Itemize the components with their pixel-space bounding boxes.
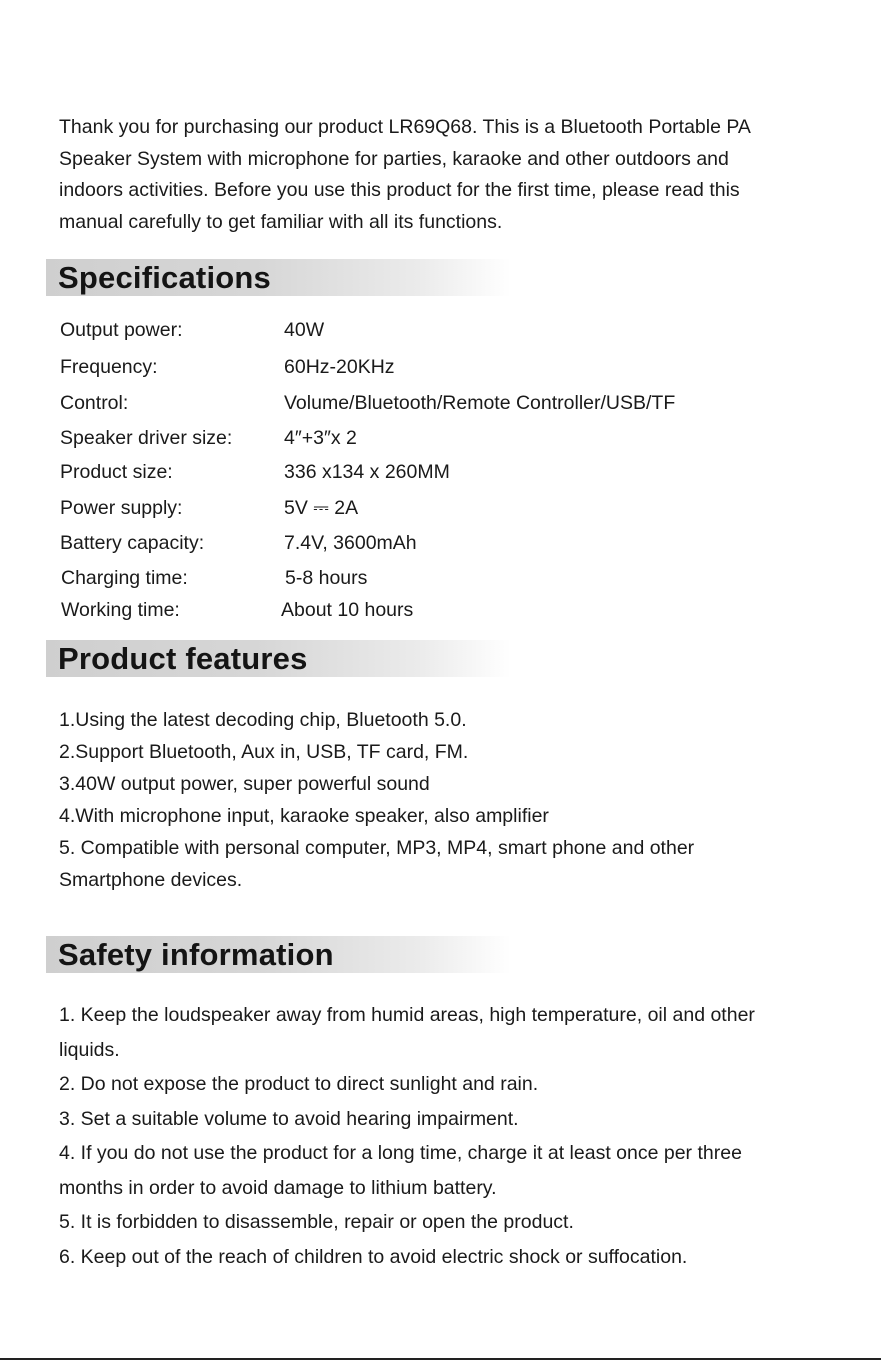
spec-label: Working time: xyxy=(61,599,180,621)
spec-value: 5V ⎓ 2A xyxy=(284,497,359,519)
intro-line: indoors activities. Before you use this product for the first time, please read this xyxy=(59,179,740,201)
spec-value: 4″+3″x 2 xyxy=(284,427,357,449)
spec-value: 60Hz-20KHz xyxy=(284,356,395,378)
spec-label: Speaker driver size: xyxy=(60,427,233,449)
spec-value: 7.4V, 3600mAh xyxy=(284,532,417,554)
intro-line: Speaker System with microphone for parties, karaoke and other outdoors and xyxy=(59,147,729,170)
spec-value: 40W xyxy=(284,319,325,341)
spec-label: Product size: xyxy=(60,461,173,483)
feature-item: 4.With microphone input, karaoke speaker, also amplifier xyxy=(59,805,549,827)
spec-value: 336 x134 x 260MM xyxy=(284,461,450,483)
safety-information-title: Safety information xyxy=(58,937,334,972)
feature-item: 3.40W output power, super powerful sound xyxy=(59,773,430,795)
specifications-title: Specifications xyxy=(58,260,271,295)
spec-label: Output power: xyxy=(60,319,183,341)
product-features-header xyxy=(46,640,511,677)
specifications-header xyxy=(46,259,511,296)
page-bottom-rule xyxy=(0,1358,881,1360)
spec-value: About 10 hours xyxy=(281,599,414,621)
safety-item: 1. Keep the loudspeaker away from humid areas, high temperature, oil and other xyxy=(59,1004,755,1026)
feature-item: 2.Support Bluetooth, Aux in, USB, TF card, FM. xyxy=(59,741,469,763)
spec-label: Battery capacity: xyxy=(60,532,205,554)
safety-item: 4. If you do not use the product for a long time, charge it at least once per three xyxy=(59,1142,742,1164)
feature-item: 5. Compatible with personal computer, MP3, MP4, smart phone and other xyxy=(59,837,695,859)
intro-line: manual carefully to get familiar with all its functions. xyxy=(59,210,503,233)
safety-information-list xyxy=(59,998,849,1274)
intro-paragraph xyxy=(59,112,849,238)
safety-item: 3. Set a suitable volume to avoid hearing impairment. xyxy=(59,1107,519,1130)
spec-label: Frequency: xyxy=(60,356,158,378)
safety-item: 6. Keep out of the reach of children to avoid electric shock or suffocation. xyxy=(59,1245,688,1268)
spec-value: 5-8 hours xyxy=(285,567,368,589)
product-features-title: Product features xyxy=(58,641,308,676)
safety-item: months in order to avoid damage to lithium battery. xyxy=(59,1176,497,1199)
spec-label: Charging time: xyxy=(61,567,188,589)
feature-item: Smartphone devices. xyxy=(59,869,243,891)
intro-line: Thank you for purchasing our product LR69Q68. This is a Bluetooth Portable PA xyxy=(59,116,751,138)
feature-item: 1.Using the latest decoding chip, Bluetooth 5.0. xyxy=(59,709,467,731)
safety-information-header xyxy=(46,936,511,973)
spec-label: Power supply: xyxy=(60,497,183,519)
spec-value: Volume/Bluetooth/Remote Controller/USB/TF xyxy=(284,392,676,414)
safety-item: liquids. xyxy=(59,1038,120,1061)
spec-label: Control: xyxy=(60,392,129,414)
safety-item: 5. It is forbidden to disassemble, repair or open the product. xyxy=(59,1211,574,1233)
safety-item: 2. Do not expose the product to direct sunlight and rain. xyxy=(59,1073,539,1095)
product-features-list xyxy=(59,704,849,896)
